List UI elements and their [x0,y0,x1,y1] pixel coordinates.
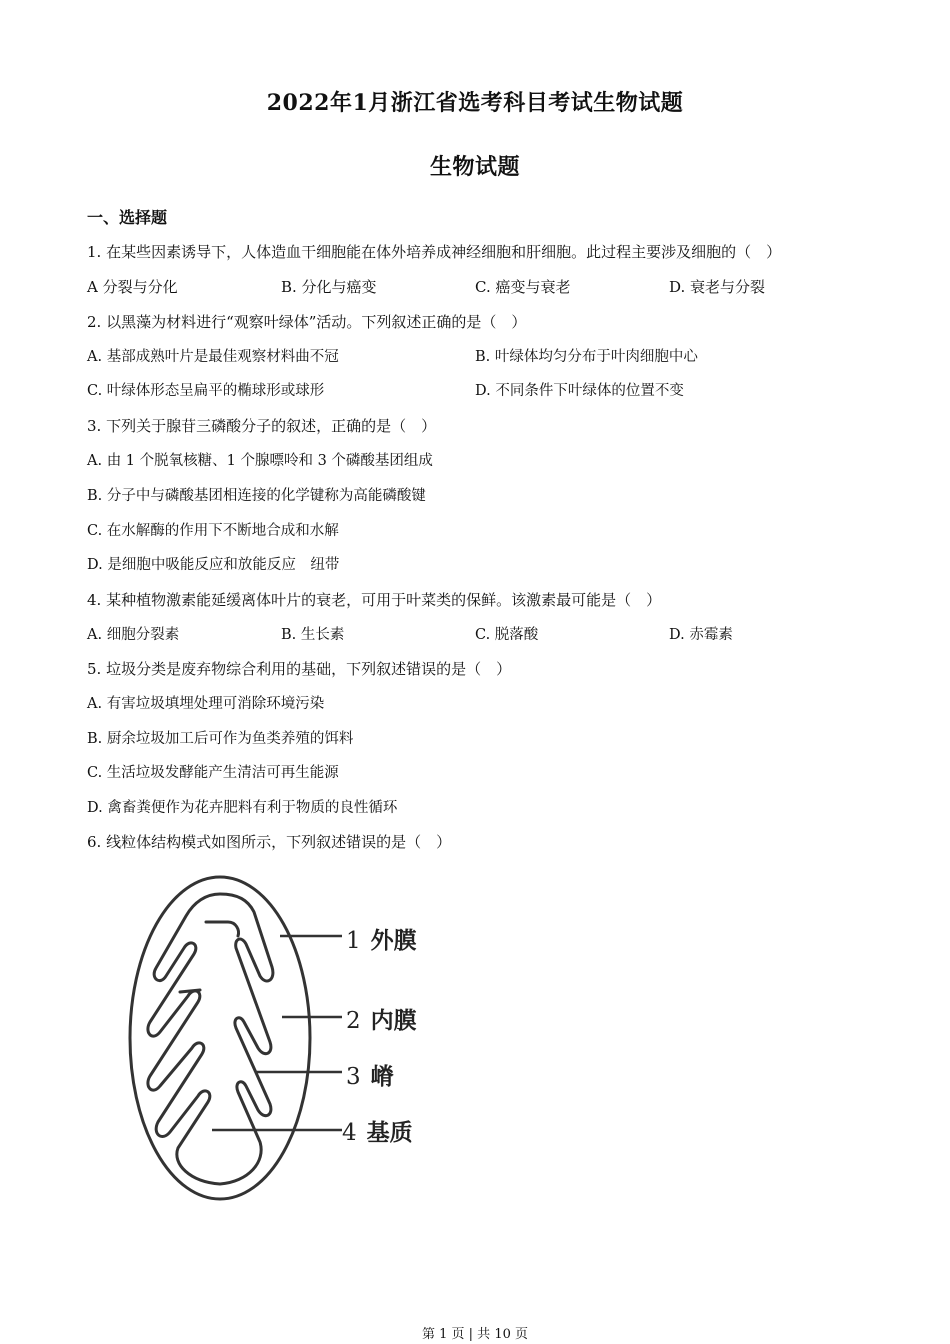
section-heading: 一、选择题 [87,208,168,227]
figure-label-3 [346,1058,394,1091]
figure-label-1-text: 外膜 [370,928,417,954]
question-2-option-d: D. 不同条件下叶绿体的位置不变 [475,383,684,399]
crista-fold-left [180,990,200,992]
question-5-stem: 5. 垃圾分类是废弃物综合利用的基础，下列叙述错误的是（ ） [87,660,512,678]
figure-label-4-num: 4 [342,1120,357,1146]
mitochondrion-figure [120,872,450,1202]
question-5-option-a: A. 有害垃圾填埋处理可消除环境污染 [87,696,325,712]
figure-label-3-text: 嵴 [370,1064,394,1090]
figure-label-3-num: 3 [346,1064,361,1090]
question-1-option-d: D. 衰老与分裂 [669,278,766,296]
crista-fold-top [206,922,239,936]
question-1-option-a: A 分裂与分化 [87,278,178,296]
question-4-stem: 4. 某种植物激素能延缓离体叶片的衰老，可用于叶菜类的保鲜。该激素最可能是（ ） [87,591,662,609]
question-3-option-c: C. 在水解酶的作用下不断地合成和水解 [87,523,339,539]
figure-label-2-text: 内膜 [370,1008,417,1034]
question-4-option-d: D. 赤霉素 [669,627,733,643]
page-subtitle: 生物试题 [429,154,520,180]
question-2-option-b: B. 叶绿体均匀分布于叶肉细胞中心 [475,349,698,365]
figure-label-2 [346,1002,417,1035]
question-3-option-b: B. 分子中与磷酸基团相连接的化学键称为高能磷酸键 [87,488,426,504]
figure-label-1-num: 1 [346,928,361,954]
outer-membrane [130,877,310,1199]
question-3-option-a: A. 由 1 个脱氧核糖、1 个腺嘌呤和 3 个磷酸基团组成 [87,453,433,469]
question-2-option-c: C. 叶绿体形态呈扁平的椭球形或球形 [87,383,325,399]
figure-label-2-num: 2 [346,1008,361,1034]
question-5-option-b: B. 厨余垃圾加工后可作为鱼类养殖的饵料 [87,731,354,747]
inner-membrane-cristae [148,894,273,1184]
question-5-option-c: C. 生活垃圾发酵能产生清洁可再生能源 [87,765,339,781]
question-4-option-a: A. 细胞分裂素 [87,627,180,643]
question-1-option-b: B. 分化与癌变 [281,278,377,296]
figure-label-4-text: 基质 [366,1120,413,1146]
figure-label-4 [342,1114,413,1147]
question-1-stem: 1. 在某些因素诱导下，人体造血干细胞能在体外培养成神经细胞和肝细胞。此过程主要涉及细胞的（ ） [87,243,782,261]
question-3-stem: 3. 下列关于腺苷三磷酸分子的叙述，正确的是（ ） [87,417,437,435]
page-footer: 第 1 页 | 共 10 页 [422,1327,528,1342]
page-title: 2022年1月浙江省选考科目考试生物试题 [266,90,684,116]
question-2-option-a: A. 基部成熟叶片是最佳观察材料曲不冠 [87,349,339,365]
question-5-option-d: D. 禽畜粪便作为花卉肥料有利于物质的良性循环 [87,800,398,816]
question-3-option-d: D. 是细胞中吸能反应和放能反应 纽带 [87,557,340,573]
question-4-option-c: C. 脱落酸 [475,627,539,643]
question-1-option-c: C. 癌变与衰老 [475,278,571,296]
question-6-stem: 6. 线粒体结构模式如图所示，下列叙述错误的是（ ） [87,833,452,851]
question-2-stem: 2. 以黑藻为材料进行“观察叶绿体”活动。下列叙述正确的是（ ） [87,313,527,331]
question-4-option-b: B. 生长素 [281,627,345,643]
figure-label-1 [346,922,417,955]
